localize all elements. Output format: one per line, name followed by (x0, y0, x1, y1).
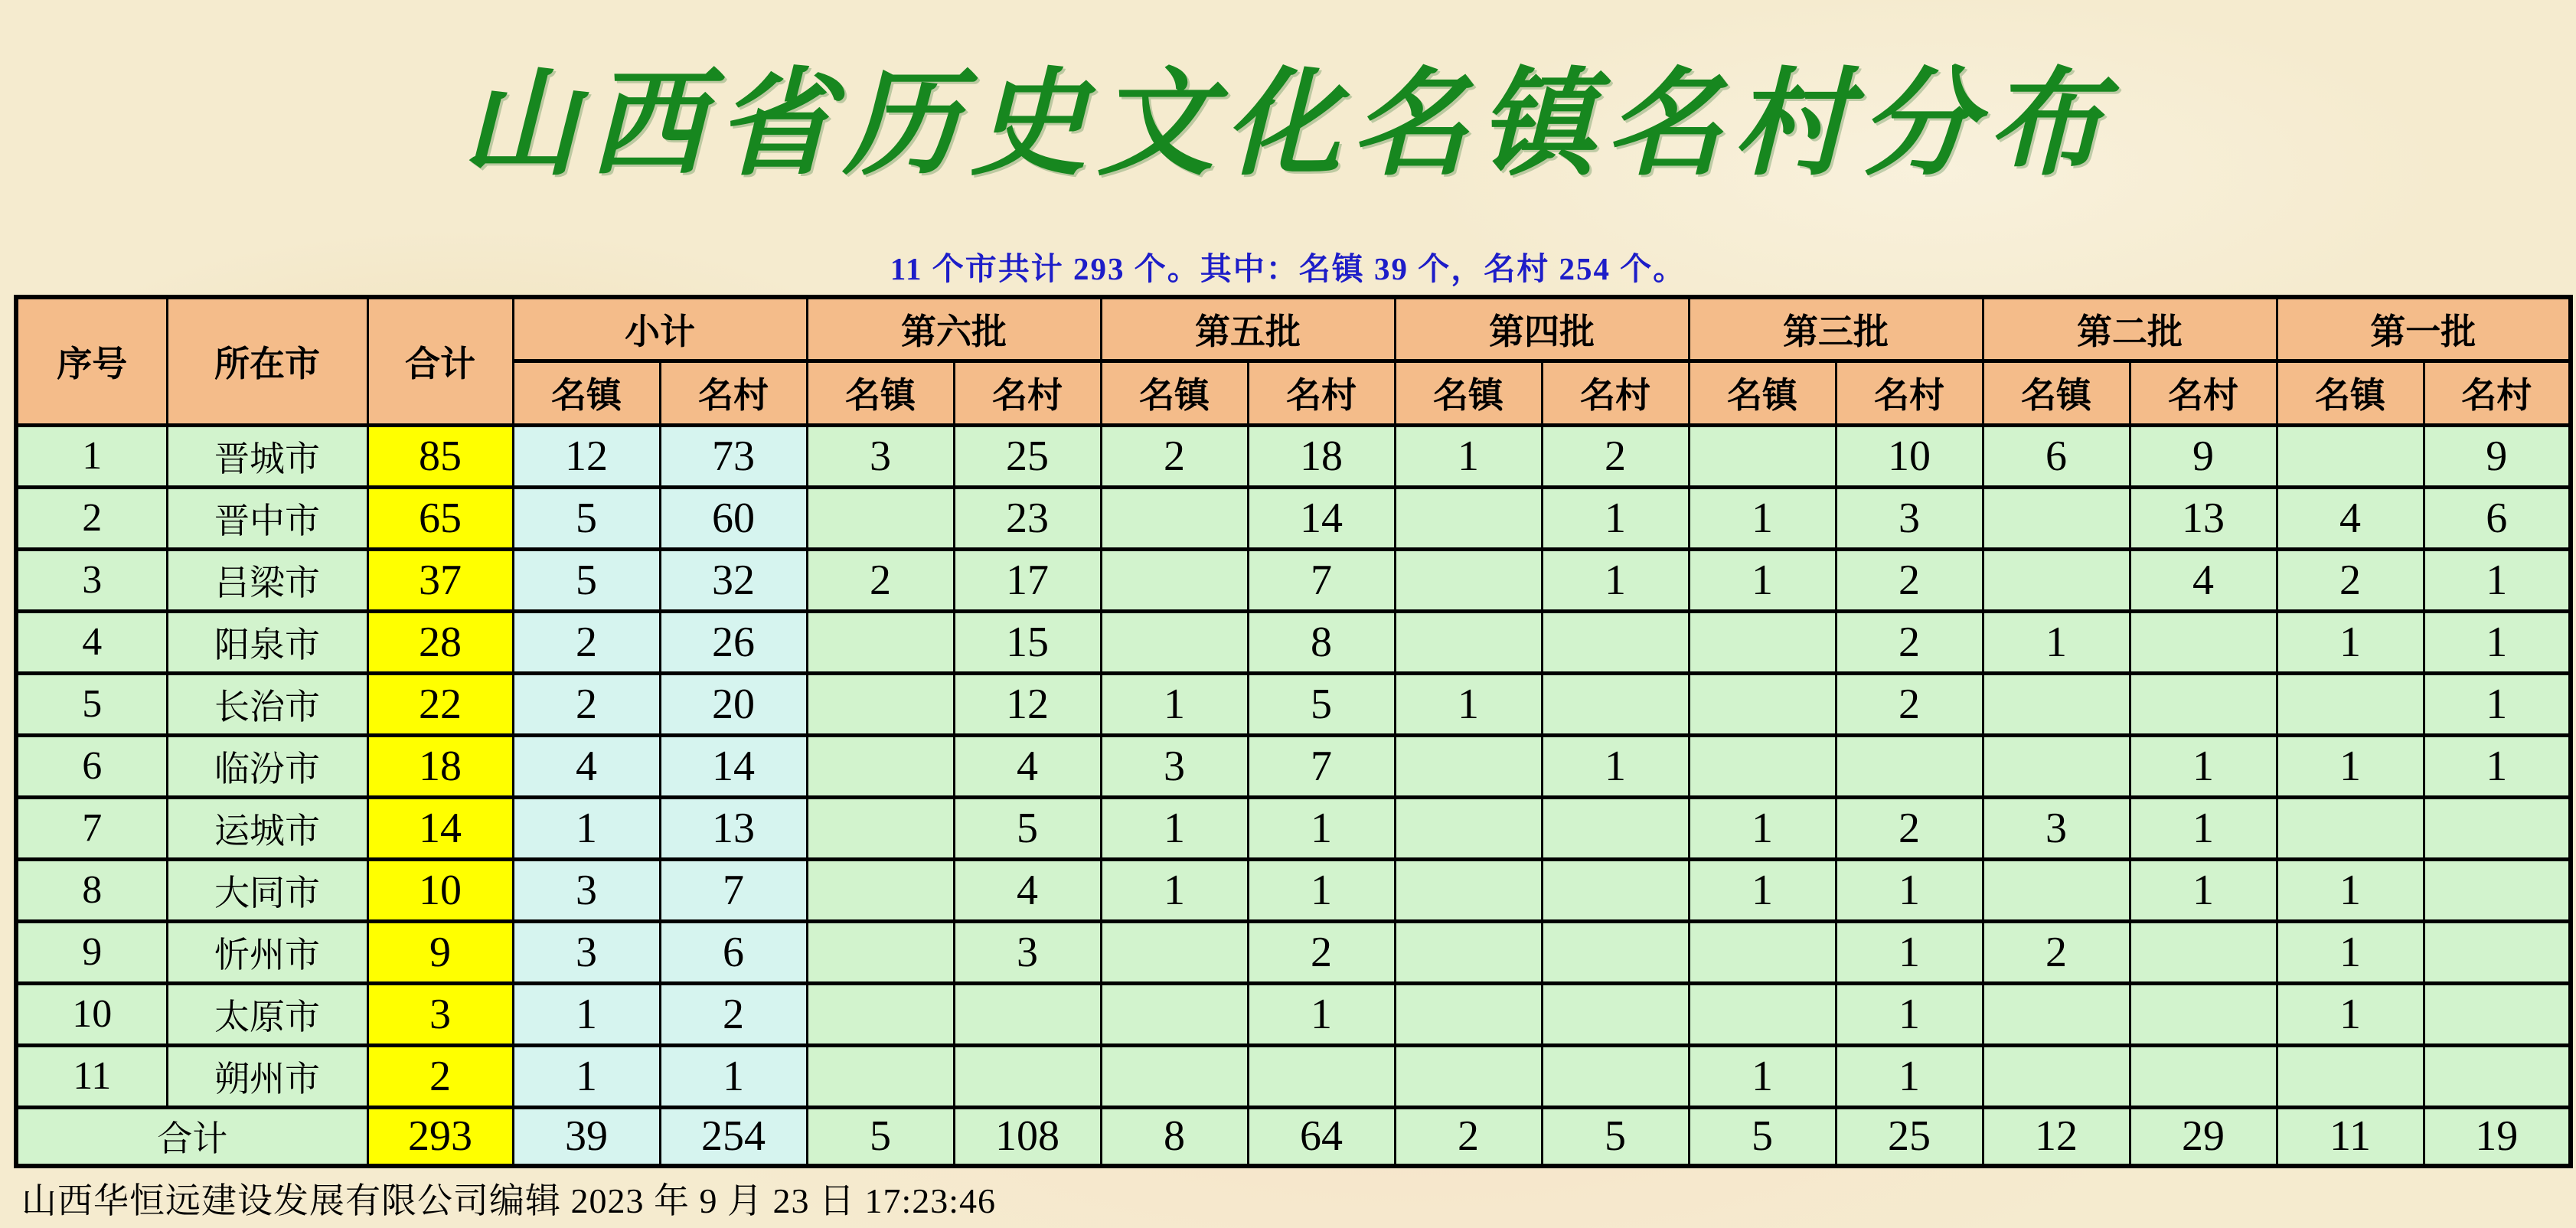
cell-value (1542, 859, 1689, 921)
cell-serial: 7 (16, 797, 167, 859)
cell-serial: 6 (16, 735, 167, 797)
cell-totals-value: 2 (1395, 1107, 1542, 1166)
cell-total: 14 (367, 797, 513, 859)
cell-value: 1 (1689, 797, 1836, 859)
cell-value: 4 (954, 859, 1101, 921)
cell-value: 2 (807, 549, 954, 611)
cell-value: 3 (1836, 487, 1983, 549)
cell-value: 2 (660, 983, 807, 1045)
cell-value: 7 (660, 859, 807, 921)
header-group-4: 第三批 (1689, 297, 1983, 361)
cell-value (1542, 673, 1689, 735)
cell-value (1836, 735, 1983, 797)
cell-value (1689, 735, 1836, 797)
header-grand-total: 合计 (367, 297, 513, 425)
cell-value (954, 1045, 1101, 1107)
cell-value (1689, 611, 1836, 673)
cell-totals-value: 39 (513, 1107, 660, 1166)
cell-value (1689, 983, 1836, 1045)
cell-total: 85 (367, 425, 513, 487)
cell-value (1542, 1045, 1689, 1107)
subheader-village: 名村 (660, 361, 807, 425)
cell-totals-label: 合计 (16, 1107, 367, 1166)
cell-serial: 2 (16, 487, 167, 549)
cell-value: 1 (2130, 859, 2277, 921)
table-row (16, 797, 2571, 859)
cell-total: 10 (367, 859, 513, 921)
cell-city: 临汾市 (167, 735, 367, 797)
cell-city: 晋中市 (167, 487, 367, 549)
cell-value (1983, 859, 2130, 921)
cell-value: 2 (1983, 921, 2130, 983)
cell-value (1101, 1045, 1248, 1107)
cell-value: 1 (1395, 425, 1542, 487)
subheader-village: 名村 (1248, 361, 1395, 425)
cell-value: 17 (954, 549, 1101, 611)
cell-value (1395, 921, 1542, 983)
cell-value: 15 (954, 611, 1101, 673)
cell-value (1395, 487, 1542, 549)
cell-value (807, 1045, 954, 1107)
cell-value: 6 (1983, 425, 2130, 487)
cell-value: 4 (513, 735, 660, 797)
table-row (16, 673, 2571, 735)
cell-value (807, 921, 954, 983)
cell-value: 32 (660, 549, 807, 611)
cell-value (2130, 673, 2277, 735)
cell-value: 5 (954, 797, 1101, 859)
header-group-6: 第一批 (2277, 297, 2571, 361)
table-row (16, 983, 2571, 1045)
cell-value: 18 (1248, 425, 1395, 487)
cell-value (954, 983, 1101, 1045)
cell-value: 2 (1542, 425, 1689, 487)
header-group-1: 第六批 (807, 297, 1101, 361)
subheader-village: 名村 (2130, 361, 2277, 425)
cell-serial: 9 (16, 921, 167, 983)
totals-row (16, 1107, 2571, 1166)
cell-value: 26 (660, 611, 807, 673)
cell-value: 1 (1836, 983, 1983, 1045)
cell-value: 5 (1248, 673, 1395, 735)
cell-value: 9 (2130, 425, 2277, 487)
cell-totals-value: 5 (807, 1107, 954, 1166)
cell-value: 1 (1101, 673, 1248, 735)
cell-value: 3 (513, 859, 660, 921)
subheader-town: 名镇 (1983, 361, 2130, 425)
cell-value (1248, 1045, 1395, 1107)
cell-value: 1 (1836, 859, 1983, 921)
table-row (16, 735, 2571, 797)
cell-value (2277, 425, 2424, 487)
cell-city: 大同市 (167, 859, 367, 921)
cell-serial: 1 (16, 425, 167, 487)
cell-value (2277, 797, 2424, 859)
cell-value: 1 (1689, 549, 1836, 611)
header-group-3: 第四批 (1395, 297, 1689, 361)
cell-value (2277, 1045, 2424, 1107)
cell-totals-value: 11 (2277, 1107, 2424, 1166)
cell-value: 2 (513, 611, 660, 673)
cell-value: 7 (1248, 549, 1395, 611)
cell-value: 1 (2130, 735, 2277, 797)
cell-value (1542, 921, 1689, 983)
cell-value (2424, 1045, 2571, 1107)
cell-value: 3 (513, 921, 660, 983)
cell-total: 22 (367, 673, 513, 735)
cell-value (1395, 797, 1542, 859)
cell-value: 1 (2424, 549, 2571, 611)
header-serial: 序号 (16, 297, 167, 425)
cell-value: 12 (513, 425, 660, 487)
subheader-town: 名镇 (2277, 361, 2424, 425)
cell-value (1983, 983, 2130, 1045)
cell-value: 2 (1101, 425, 1248, 487)
cell-city: 吕梁市 (167, 549, 367, 611)
cell-value: 1 (1248, 983, 1395, 1045)
cell-value: 1 (1542, 735, 1689, 797)
cell-value (1395, 549, 1542, 611)
cell-value (807, 673, 954, 735)
cell-totals-value: 25 (1836, 1107, 1983, 1166)
cell-value: 1 (1689, 859, 1836, 921)
table-row (16, 487, 2571, 549)
footer-credit: 山西华恒远建设发展有限公司编辑 2023 年 9 月 23 日 17:23:46 (21, 1181, 997, 1220)
cell-totals-value: 64 (1248, 1107, 1395, 1166)
cell-value: 4 (954, 735, 1101, 797)
cell-value: 8 (1248, 611, 1395, 673)
cell-value: 3 (954, 921, 1101, 983)
cell-value: 6 (660, 921, 807, 983)
cell-totals-grand: 293 (367, 1107, 513, 1166)
cell-value: 23 (954, 487, 1101, 549)
header-group-5: 第二批 (1983, 297, 2277, 361)
page-title: 山西省历史文化名镇名村分布 (462, 54, 2114, 191)
cell-value: 3 (807, 425, 954, 487)
cell-totals-value: 19 (2424, 1107, 2571, 1166)
cell-value (1542, 983, 1689, 1045)
cell-city: 太原市 (167, 983, 367, 1045)
cell-value: 14 (660, 735, 807, 797)
cell-value: 1 (1836, 921, 1983, 983)
cell-value (1983, 673, 2130, 735)
cell-value (807, 611, 954, 673)
subheader-town: 名镇 (807, 361, 954, 425)
cell-value: 73 (660, 425, 807, 487)
cell-value (1689, 921, 1836, 983)
cell-serial: 3 (16, 549, 167, 611)
cell-value (1101, 549, 1248, 611)
cell-value (1395, 1045, 1542, 1107)
cell-value: 2 (1836, 673, 1983, 735)
cell-value (1689, 425, 1836, 487)
cell-value: 1 (1542, 549, 1689, 611)
cell-value: 14 (1248, 487, 1395, 549)
header-group-2: 第五批 (1101, 297, 1395, 361)
cell-value (1101, 921, 1248, 983)
cell-value: 5 (513, 549, 660, 611)
table-row (16, 1045, 2571, 1107)
cell-value: 1 (2277, 921, 2424, 983)
cell-value: 13 (660, 797, 807, 859)
cell-value (807, 859, 954, 921)
cell-totals-value: 12 (1983, 1107, 2130, 1166)
cell-value: 2 (1836, 611, 1983, 673)
cell-value: 1 (1101, 859, 1248, 921)
cell-value: 1 (513, 797, 660, 859)
cell-total: 2 (367, 1045, 513, 1107)
cell-totals-value: 5 (1689, 1107, 1836, 1166)
cell-value: 1 (1542, 487, 1689, 549)
cell-value: 1 (660, 1045, 807, 1107)
cell-value (1542, 611, 1689, 673)
cell-value: 3 (1101, 735, 1248, 797)
cell-value: 4 (2130, 549, 2277, 611)
cell-value: 1 (1101, 797, 1248, 859)
cell-serial: 4 (16, 611, 167, 673)
cell-value: 4 (2277, 487, 2424, 549)
cell-serial: 5 (16, 673, 167, 735)
cell-value (1101, 983, 1248, 1045)
cell-value (1983, 1045, 2130, 1107)
cell-total: 28 (367, 611, 513, 673)
cell-serial: 10 (16, 983, 167, 1045)
cell-value: 2 (2277, 549, 2424, 611)
subheader-town: 名镇 (1101, 361, 1248, 425)
cell-totals-value: 29 (2130, 1107, 2277, 1166)
table-row (16, 611, 2571, 673)
cell-value (2424, 921, 2571, 983)
cell-value: 1 (2277, 611, 2424, 673)
table-row (16, 921, 2571, 983)
cell-value (807, 983, 954, 1045)
cell-value (2130, 983, 2277, 1045)
cell-value: 1 (1689, 487, 1836, 549)
cell-city: 长治市 (167, 673, 367, 735)
cell-value (1542, 797, 1689, 859)
cell-value: 2 (1836, 797, 1983, 859)
cell-serial: 8 (16, 859, 167, 921)
cell-city: 阳泉市 (167, 611, 367, 673)
cell-value (2424, 797, 2571, 859)
subheader-village: 名村 (1542, 361, 1689, 425)
cell-total: 18 (367, 735, 513, 797)
subheader-village: 名村 (2424, 361, 2571, 425)
cell-value (1395, 611, 1542, 673)
cell-value (2130, 921, 2277, 983)
cell-value: 2 (1248, 921, 1395, 983)
cell-value (1101, 611, 1248, 673)
table-row (16, 859, 2571, 921)
table-row (16, 425, 2571, 487)
cell-value: 60 (660, 487, 807, 549)
cell-value: 1 (513, 1045, 660, 1107)
cell-total: 65 (367, 487, 513, 549)
cell-totals-value: 108 (954, 1107, 1101, 1166)
cell-value: 20 (660, 673, 807, 735)
cell-value (807, 735, 954, 797)
cell-value (1395, 859, 1542, 921)
cell-value: 5 (513, 487, 660, 549)
cell-value: 1 (2277, 983, 2424, 1045)
cell-totals-value: 8 (1101, 1107, 1248, 1166)
cell-value (807, 797, 954, 859)
cell-totals-value: 254 (660, 1107, 807, 1166)
subheader-town: 名镇 (1395, 361, 1542, 425)
cell-value (2277, 673, 2424, 735)
subheader-town: 名镇 (513, 361, 660, 425)
cell-value: 1 (1836, 1045, 1983, 1107)
cell-value: 1 (2130, 797, 2277, 859)
cell-value: 13 (2130, 487, 2277, 549)
cell-value: 2 (1836, 549, 1983, 611)
subheader-town: 名镇 (1689, 361, 1836, 425)
cell-value (807, 487, 954, 549)
cell-value (1395, 983, 1542, 1045)
cell-value: 10 (1836, 425, 1983, 487)
cell-total: 9 (367, 921, 513, 983)
cell-value (2130, 1045, 2277, 1107)
cell-value: 1 (2277, 735, 2424, 797)
cell-value (2424, 859, 2571, 921)
cell-value: 1 (1689, 1045, 1836, 1107)
cell-value: 1 (2424, 735, 2571, 797)
cell-city: 运城市 (167, 797, 367, 859)
cell-total: 37 (367, 549, 513, 611)
cell-city: 晋城市 (167, 425, 367, 487)
header-city: 所在市 (167, 297, 367, 425)
cell-value: 7 (1248, 735, 1395, 797)
cell-value (2424, 983, 2571, 1045)
cell-value (1689, 673, 1836, 735)
cell-value: 1 (1248, 859, 1395, 921)
cell-value (1395, 735, 1542, 797)
cell-value: 1 (2424, 673, 2571, 735)
cell-value: 1 (1983, 611, 2130, 673)
cell-value: 1 (1248, 797, 1395, 859)
distribution-table (14, 295, 2573, 1168)
cell-value: 1 (2277, 859, 2424, 921)
cell-serial: 11 (16, 1045, 167, 1107)
subheader-village: 名村 (1836, 361, 1983, 425)
cell-value: 6 (2424, 487, 2571, 549)
cell-value (1983, 549, 2130, 611)
header-group-0: 小计 (513, 297, 807, 361)
cell-city: 朔州市 (167, 1045, 367, 1107)
cell-value: 25 (954, 425, 1101, 487)
cell-value (2130, 611, 2277, 673)
cell-value (1101, 487, 1248, 549)
cell-value (1983, 735, 2130, 797)
cell-value: 1 (1395, 673, 1542, 735)
cell-value: 9 (2424, 425, 2571, 487)
table-row (16, 549, 2571, 611)
cell-value: 2 (513, 673, 660, 735)
cell-totals-value: 5 (1542, 1107, 1689, 1166)
cell-value: 12 (954, 673, 1101, 735)
cell-total: 3 (367, 983, 513, 1045)
cell-value: 3 (1983, 797, 2130, 859)
subheader-village: 名村 (954, 361, 1101, 425)
cell-value: 1 (2424, 611, 2571, 673)
cell-city: 忻州市 (167, 921, 367, 983)
cell-value (1983, 487, 2130, 549)
page-subtitle: 11 个市共计 293 个。其中：名镇 39 个，名村 254 个。 (890, 251, 1686, 286)
cell-value: 1 (513, 983, 660, 1045)
